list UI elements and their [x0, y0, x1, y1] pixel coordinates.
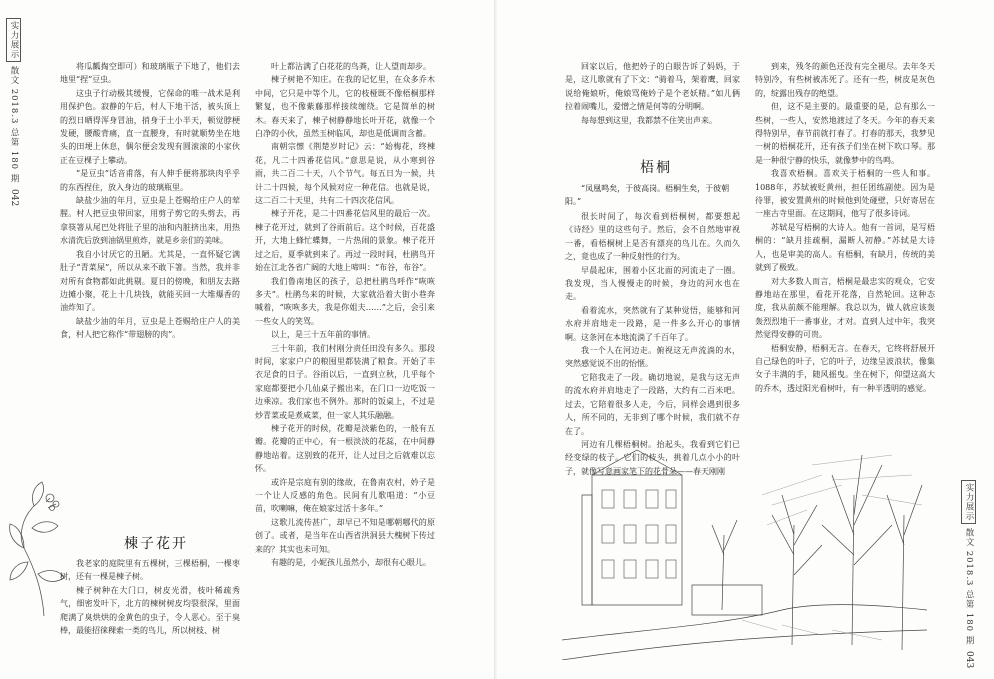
paragraph: 看着流水，突然就有了某种觉悟，能够和河水府并肩地走一段路，是一件多么开心的事情啊。这条河在本地流淌了千百年了。 [565, 305, 740, 342]
section-label: 实力展示 [961, 480, 976, 524]
paragraph: 到来，残冬的颜色还没有完全褪尽。去年冬天特别冷，有些树被冻死了。还有一些，树皮是灰色的，绽露出残存的绝望。 [755, 62, 935, 98]
article-column-1 [60, 60, 240, 530]
paragraph: 或许是宗庭有别的缘故，在鲁南农村，妗子是一个让人反感的角色。民间有儿歌唱道：“小豆苗，吹喇嘛，俺在娘家过活十多年。” [255, 477, 435, 514]
paragraph: 有趣的是，小妮孩儿虽然小，却很有心眼儿。 [271, 558, 431, 568]
section-heading-chinaberry: 棟子花开 [124, 536, 188, 552]
paragraph: 以上，是三十五年前的事情。 [271, 330, 375, 340]
paragraph: “是豆虫”话音甫落，有人伸手便将那块肉乎乎的东西捏住，放入身边的玻璃瓶里。 [60, 169, 240, 192]
paragraph: 苏轼是写梧桐的大诗人。他有一首词，是写梧桐的：“缺月挂疏桐，漏断人初静。”苏轼是大诗人，也是审美的高人。有梧桐，有缺月，传统的美就到了极致。 [755, 222, 935, 273]
paragraph: 梧桐安静，梧桐无言。在春天，它终将舒展开自己绿色的叶子，它的叶子，边缘呈波浪状，像集女子丰满的手，随风摇曳。坐在树下，仰望这高大的乔木，透过阳光看树叶，有一种半透明的感觉。 [755, 343, 935, 393]
paragraph: 我自小讨厌它的丑陋。尤其是，一直怀疑它满肚子“青菜屎”，所以从来不敢下箸。当然，我并非对所有食物都如此挑剔。夏日的傍晚，和朋友去路边摊小聚，花上十几块钱，就能买回一大堆爆香的油炸知了。 [60, 249, 240, 313]
paragraph: 河边有几棵梧桐树。抬起头，我看到它们已经变绿的枝子。它们的枝头，挑着几点小小的叶子，就像写意画家笔下的花骨朵——春天刚刚 [565, 439, 740, 476]
paragraph: 但，这不是主要的。最重要的是，总有那么一些树，一些人，安然地渡过了冬天。今年的春天来得特别早，春节前就打春了。打春的那天，我梦见一树的梧桐花开，还有孩子们坐在树下吹口琴。那是一种很宁静的快乐，就像梦中的鸟鸣。 [755, 102, 935, 165]
paragraph: 我喜欢梧桐。喜欢关于梧桐的一些人和事。1088年，苏轼被贬黄州，担任团练副使。因为是待罪，被安置黄州的时候他到处碰壁，只好寄居在一座古寺里面。在这期间，他写了很多诗词。 [755, 169, 935, 219]
article-column-1-lower [60, 557, 240, 667]
poem-quote: “凤凰鸣矣，于彼高岗。梧桐生矣，于彼朝阳。” [565, 184, 730, 207]
paragraph: 我老家的庭院里有五棵树，三棵梧桐，一棵枣树，还有一棵是棟子树。 [60, 559, 240, 582]
section-heading-parasol-tree: 梧桐 [640, 160, 672, 176]
page-number: 043 [964, 651, 974, 669]
paragraph: 早晨起床，围着小区北面的河流走了一圈。我发现，当人慢慢走的时候，身边的河水也在走。 [565, 265, 740, 302]
paragraph: 这歌儿流传甚广，却早已不知是哪朝哪代的原创了。或者，是当年在山西省洪洞县大槐树下传过来的？其实也未可知。 [255, 517, 435, 554]
paragraph: 缺盐少油的年月，豆虫是上苍赐给庄户人的荤腥。村人把豆虫带回家，用剪子剪它的头剪去，再拿筷箸从尾巴处将肚子里的油和内脏挤出来，用热水清洗后放到油锅里煎炸，就是乡亲们的美味。 [60, 196, 240, 246]
left-side-label [6, 18, 21, 206]
paragraph: 将瓜瓤掏空即可）和玻璃瓶子下地了，他们去地里“捏”豆虫。 [60, 62, 240, 85]
page-number: 042 [9, 189, 19, 207]
paragraph: 棟子树艳不知庄。在我的记忆里，在众多乔木中间，它只是中等个儿，它的枝桠既不像梧桐那样繁复，也不像紫藤那样接续缠绕。它是简单的树木。春天来了，棟子树静静地长叶开花，就像一个白净的小伙，虽然玉树临风，却也是低调而含蓄。 [255, 75, 435, 139]
paragraph: 缺盐少油的年月，豆虫是上苍赐给庄户人的美食，村人把它称作“带翅膀的肉”。 [60, 316, 240, 340]
section-label: 实力展示 [6, 18, 21, 62]
paragraph: 我一个人在河边走。俯视这无声流淌的水，突然感觉说不出的怡惬。 [565, 346, 740, 369]
issue-label: 散文 2018.3 总第 180 期 [964, 528, 974, 646]
paragraph: 叶上都沾满了白花花的鸟粪，让人望而却步。 [271, 62, 431, 71]
street-building-sketch-illustration [562, 435, 927, 660]
article-column-3-top [565, 60, 740, 150]
paragraph: 这虫子行动极其缓慢，它保命的唯一战术是利用保护色。寂静的午后，村人下地干活，被头顶上的烈日晒得浑身冒油，捎身于土小半天，顿觉脖梗发硬，腰酸背痛，直一直腰身，有时就顺势坐在地头的田埂上休息，偶尔便会发现有圆滚滚的小家伙正在豆棵子上攀动。 [60, 88, 240, 165]
paragraph: 回家以后，他把妗子的白眼告诉了妈妈，于是，这儿歌就有了下文：“骑着马，架着鹰，回家说给俺娘听，俺娘骂俺妗子是个老妖精。”如儿俩拉着闹嘴儿，爱憎之情是何等的分明啊。 [565, 62, 740, 112]
paragraph: 对大多数人而言，梧桐是最忠实的观众，它安静地站在那里，看花开花落，自然轮回。这种态度，我从前颇不能理解。我总以为，做人就应该轰轰烈烈地干一番事业，才对。直到人过中年，我突然觉得安静的可贵。 [755, 276, 935, 340]
paragraph: 南朝宗懔《荆楚岁时记》云：“始梅花，终棟花，凡二十四番花信风。”意思是说，从小寒到谷雨，共二百二十天，八个节气。每五日为一候，共计二十四候，每个风候对应一种花信。也就是说，这二百二十天里，共有二十四次花信风。 [255, 142, 435, 206]
article-column-2 [255, 60, 435, 665]
paragraph: 棟子开花，是二十四番花信风里的最后一次。棟子花开过，就到了谷雨前后。这个时候，百花盛开，大地上蜂忙蝶舞，一片热闹的景象。棟子花开过之后，夏季就到来了。再过一段时间，杜鹃鸟开始在江北各省广阔的大地上啼叫：“布谷，布谷”。 [255, 209, 435, 273]
paragraph: 我们鲁南地区的孩子，总把杜鹃鸟呼作“咴咴多夫”。杜鹃鸟来的时候，大家就沿着大街小巷奔喊着，“咴咴多夫，我是你姐夫……”之后，会引来一些女人的笑骂。 [255, 276, 435, 326]
paragraph: 三十年前，我们村刚分责任田没有多久。那段时间，家家户户的粮囤里都装满了粮食。开始了丰衣足食的日子。谷雨以后，一直到立秋，几乎每个家庭都要把小几仙桌子搬出来，在门口一边吃饭一边乘凉。我们家也不例外。那时的饭桌上，不过是炒青菜或是煮咸菜，但一家人其乐融融。 [255, 343, 435, 420]
paragraph: 它陪我走了一段。确切地说，是我与这无声的流水府并肩地走了一段路，大约有二百米吧。过去，它陪着很多人走，今后，同样会遇到很多人，所不同的，无非到了哪个时候，我们就不存在了。 [565, 372, 740, 436]
paragraph: 棟子花开的时候，花瓣是淡紫色的，一般有五瓣。花瓣的正中心，有一根淡淡的花蕊，在中间静静地站着。这别致的花开，让人过目之后就难以忘怀。 [255, 423, 435, 474]
paragraph: 棟子树种在大门口，树皮光滑，枝叶稀疏秀气，细密发叶下，北方的楝树树皮均裂很深，里面爬满了臭烘烘的金黄色的虫子，令人恶心。至于臭棒，最能招徕稞索一类的鸟儿，所以树枝、树 [60, 585, 240, 636]
right-side-label [961, 480, 976, 668]
paragraph: 很长时间了，每次看到梧桐树，都要想起《诗经》里的这些句子。然后，会不自然地审视一番，看梧桐树上是否有漂亮的鸟儿在。久而久之，竟也成了一种反射性的行为。 [565, 212, 740, 262]
issue-label: 散文 2018.3 总第 180 期 [9, 66, 19, 184]
flower-sketch-illustration [4, 478, 68, 618]
paragraph: 每每想到这里，我都禁不住笑出声来。 [581, 115, 717, 125]
article-column-4 [755, 60, 935, 450]
